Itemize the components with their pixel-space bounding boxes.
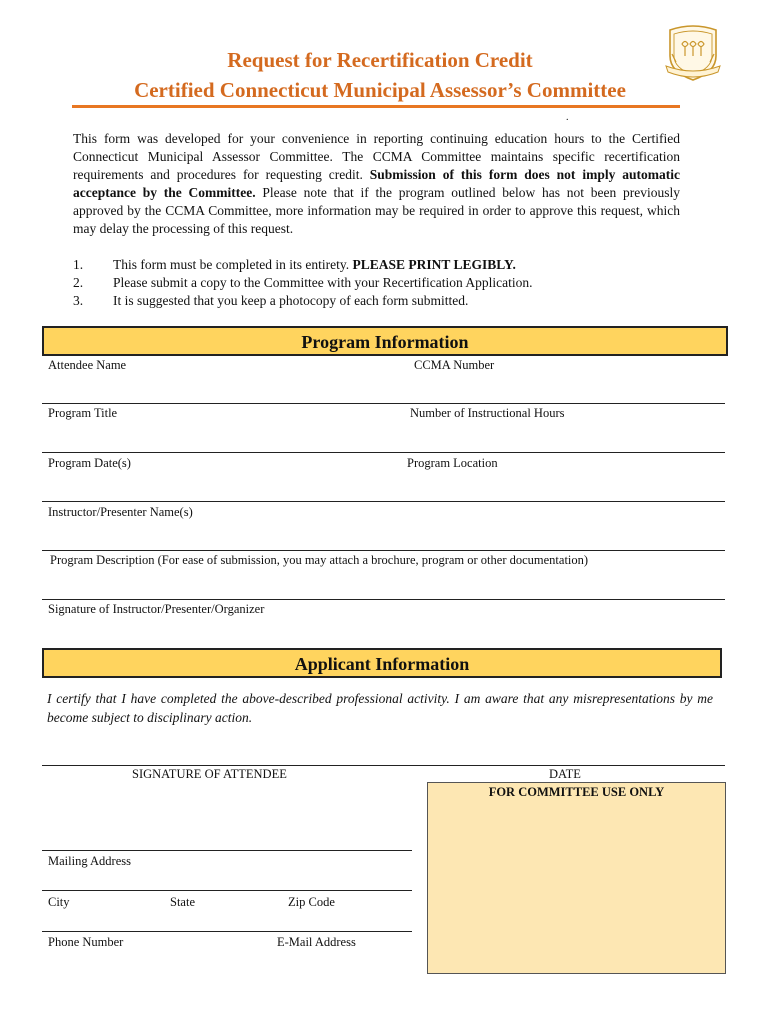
mailing-address-field[interactable] (42, 890, 412, 891)
city-label: City (48, 895, 70, 909)
intro-bold-notice: Submission of this form does not imply automatic acceptance by the Committee. (73, 167, 680, 200)
instructor-names-label: Instructor/Presenter Name(s) (48, 505, 193, 519)
instructor-signature-label: Signature of Instructor/Presenter/Organizer (48, 602, 265, 616)
program-title-field[interactable] (42, 452, 725, 453)
list-number: 2. (73, 275, 84, 290)
program-location-label: Program Location (407, 456, 498, 470)
instructional-hours-label: Number of Instructional Hours (410, 406, 565, 420)
city-state-zip-field[interactable] (42, 931, 412, 932)
attendee-signature-line[interactable] (42, 850, 412, 851)
attendee-name-field[interactable] (42, 403, 725, 404)
list-number: 3. (73, 293, 84, 308)
list-text: It is suggested that you keep a photocopy of each form submitted. (113, 293, 469, 308)
mailing-address-label: Mailing Address (48, 854, 131, 868)
applicant-information-heading: Applicant Information (42, 648, 722, 678)
list-text-bold: PLEASE PRINT LEGIBLY. (352, 257, 516, 272)
attendee-signature-label: SIGNATURE OF ATTENDEE (132, 767, 287, 781)
instructor-names-field[interactable] (42, 550, 725, 551)
program-title-label: Program Title (48, 406, 118, 420)
attendee-signature-field[interactable] (42, 765, 725, 766)
intro-text-1: This form was developed for your convenience in reporting continuing education hours to the Certified Connecticut Municipal Assessor Committee. The CCMA Committee maintains specific recertification requirements and procedures for requesting credit. (73, 131, 680, 182)
committee-use-label: FOR COMMITTEE USE ONLY (488, 785, 665, 799)
intro-paragraph (73, 130, 680, 238)
list-text (113, 256, 516, 274)
list-item (73, 256, 533, 274)
program-description-field[interactable] (42, 599, 725, 600)
program-dates-field[interactable] (42, 501, 725, 502)
email-address-label: E-Mail Address (277, 935, 356, 949)
program-information-heading: Program Information (42, 326, 728, 356)
instructions-list (73, 256, 533, 310)
state-label: State (170, 895, 195, 909)
list-item (73, 292, 533, 310)
program-description-label: Program Description (For ease of submission, you may attach a brochure, program or other documentation) (50, 553, 589, 567)
date-label: DATE (549, 767, 581, 781)
form-title: Request for Recertification Credit (227, 48, 533, 72)
title-underline (72, 105, 680, 108)
certification-statement: I certify that I have completed the above-described professional activity. I am aware that any misrepresentations by me become subject to disciplinary action. (47, 691, 713, 725)
list-item (73, 274, 533, 292)
connecticut-state-seal-icon (662, 24, 724, 84)
list-number: 1. (73, 257, 84, 272)
form-subtitle: Certified Connecticut Municipal Assessor’s Committee (134, 78, 626, 102)
attendee-name-label: Attendee Name (48, 358, 127, 372)
list-text-plain: This form must be completed in its entirety. (113, 257, 353, 272)
list-text: Please submit a copy to the Committee with your Recertification Application. (113, 275, 533, 290)
phone-number-label: Phone Number (48, 935, 124, 949)
stray-dot: . (566, 112, 569, 123)
ccma-number-label: CCMA Number (414, 358, 495, 372)
committee-use-box (427, 782, 726, 974)
intro-text-2: Please note that if the program outlined below has not been previously approved by the CCMA Committee, more information may be required in order to approve this request, which may delay the processing of this request. (73, 185, 680, 236)
program-dates-label: Program Date(s) (48, 456, 131, 470)
zip-code-label: Zip Code (288, 895, 335, 909)
